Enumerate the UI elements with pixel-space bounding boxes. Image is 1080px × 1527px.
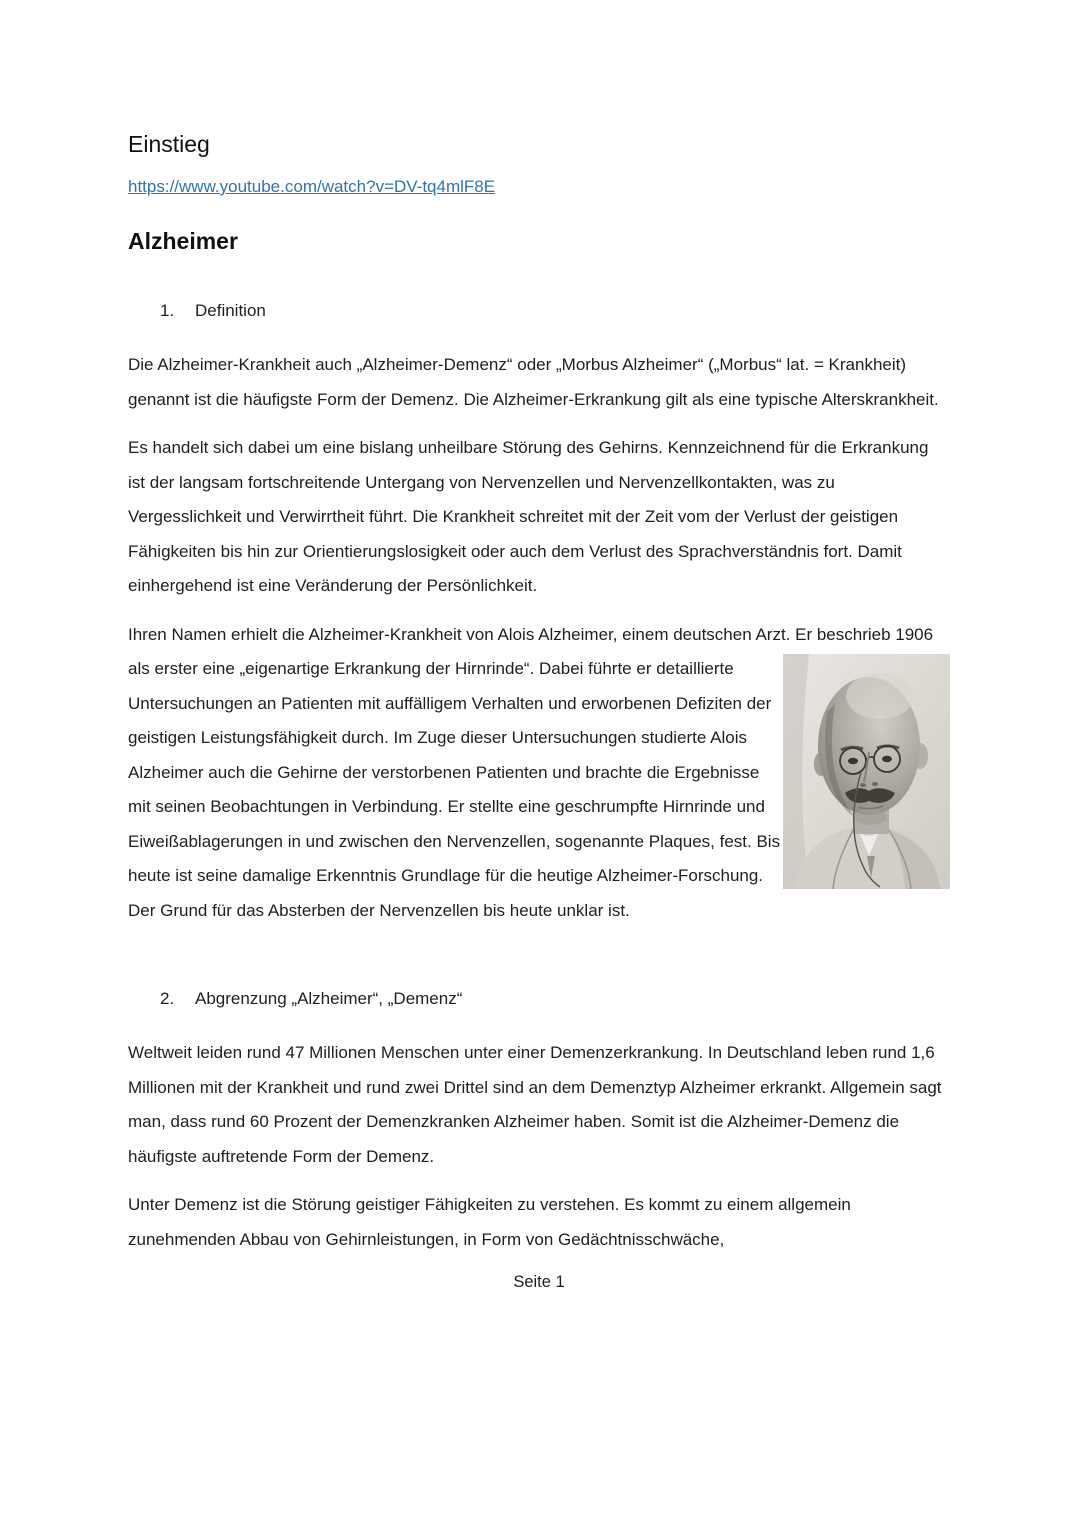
section-1-number: 1. <box>160 301 175 320</box>
paragraph-definition-2 <box>128 431 950 604</box>
section-1-label: Definition <box>195 301 266 320</box>
section-2-number: 2. <box>160 989 175 1008</box>
paragraph-definition-3 <box>128 618 950 929</box>
paragraph-definition-1-text: Die Alzheimer-Krankheit auch „Alzheimer-Demenz“ oder „Morbus Alzheimer“ („Morbus“ lat. = Krankheit) genannt ist die häufigste Form der Demenz. Die Alzheimer-Erkrankung gilt als eine typische Alterskrankheit. <box>128 355 939 409</box>
link-line <box>128 174 950 200</box>
intro-heading: Einstieg <box>128 131 210 157</box>
section-2-label: Abgrenzung „Alzheimer“, „Demenz“ <box>195 989 463 1008</box>
section-1-heading <box>160 300 950 322</box>
paragraph-abgrenzung-1 <box>128 1036 950 1174</box>
paragraph-definition-1 <box>128 348 950 417</box>
document-title: Alzheimer <box>128 228 238 254</box>
paragraph-abgrenzung-2-text: Unter Demenz ist die Störung geistiger Fähigkeiten zu verstehen. Es kommt zu einem allgemein zunehmenden Abbau von Gehirnleistungen, in Form von Gedächtnisschwäche, <box>128 1195 851 1249</box>
section-2-heading <box>160 988 950 1010</box>
paragraph-abgrenzung-2 <box>128 1188 950 1257</box>
paragraph-definition-2-text: Es handelt sich dabei um eine bislang unheilbare Störung des Gehirns. Kennzeichnend für die Erkrankung ist der langsam fortschreitende Untergang von Nervenzellen und Nervenzellkontakten, was zu Vergesslichkeit und Verwirrtheit führt. Die Krankheit schreitet mit der Zeit vom der Verlust der geistigen Fähigkeiten bis hin zur Orientierungslosigkeit oder auch dem Verlust des Sprachverständnis fort. Damit einhergehend ist eine Veränderung der Persönlichkeit. <box>128 438 929 595</box>
paragraph-definition-3-text: Ihren Namen erhielt die Alzheimer-Krankheit von Alois Alzheimer, einem deutschen Arzt. Er beschrieb 1906 als erster eine „eigenartige Erkrankung der Hirnrinde“. Dabei führte er detaillierte Untersuchungen an Patienten mit auffälligem Verhalten und erworbenen Defiziten der geistigen Leistungsfähigkeit durch. Im Zuge dieser Untersuchungen studierte Alois Alzheimer auch die Gehirne der verstorbenen Patienten und brachte die Ergebnisse mit seinen Beobachtungen in Verbindung. Er stellte eine geschrumpfte Hirnrinde und Eiweißablagerungen in und zwischen den Nervenzellen, sogenannte Plaques, fest. Bis heute ist seine damalige Erkenntnis Grundlage für die heutige Alzheimer-Forschung. Der Grund für das Absterben der Nervenzellen bis heute unklar ist. <box>128 624 934 920</box>
alois-alzheimer-photo <box>753 618 950 905</box>
portrait-photo-graphic <box>783 654 950 889</box>
page-number: Seite 1 <box>513 1273 565 1291</box>
paragraph-abgrenzung-1-text: Weltweit leiden rund 47 Millionen Menschen unter einer Demenzerkrankung. In Deutschland leben rund 1,6 Millionen mit der Krankheit und rund zwei Drittel sind an dem Demenztyp Alzheimer erkrankt. Allgemein sagt man, dass rund 60 Prozent der Demenzkranken Alzheimer haben. Somit ist die Alzheimer-Demenz die häufigste auftretende Form der Demenz. <box>128 1043 942 1166</box>
youtube-link[interactable]: https://www.youtube.com/watch?v=DV-tq4mlF8E <box>128 177 496 196</box>
